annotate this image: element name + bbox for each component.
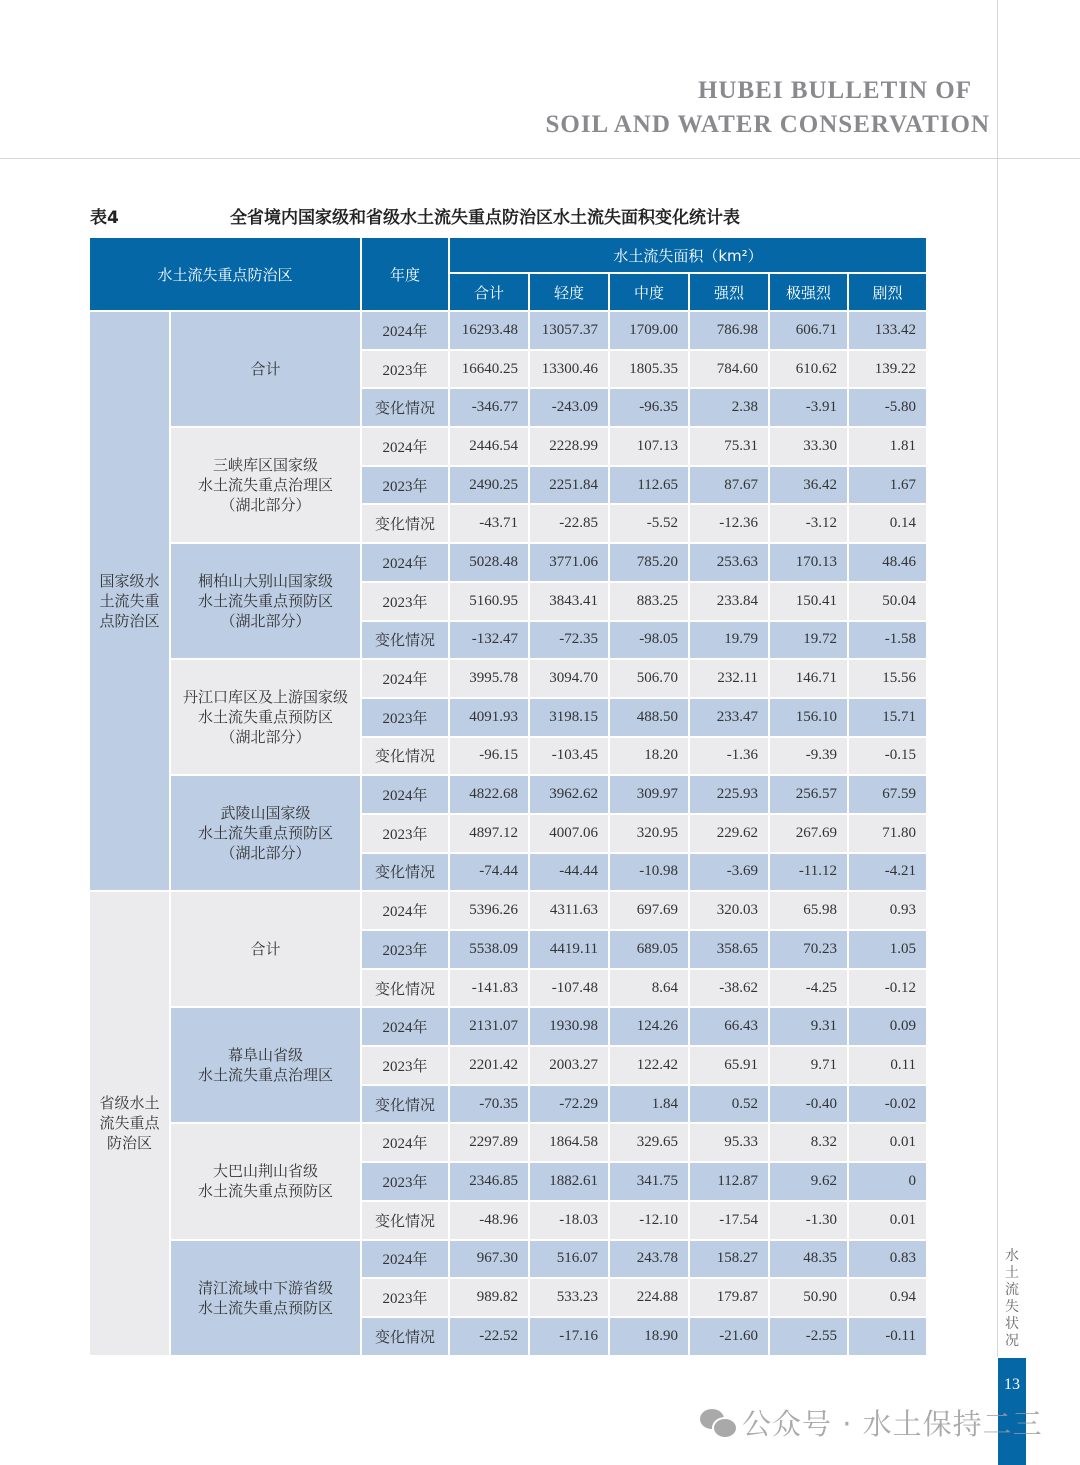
- value-cell: -72.35: [529, 621, 609, 660]
- value-cell: 71.80: [848, 814, 927, 853]
- value-cell: 4007.06: [529, 814, 609, 853]
- table-number: 表4: [90, 208, 119, 228]
- value-cell: 697.69: [609, 891, 689, 930]
- header-col-3: 强烈: [689, 273, 769, 311]
- year-cell: 2024年: [361, 775, 449, 814]
- value-cell: 883.25: [609, 582, 689, 621]
- watermark-text: 公众号 · 水土保持二三: [742, 1407, 1043, 1441]
- category-label: [170, 775, 361, 891]
- year-cell: 2024年: [361, 1240, 449, 1279]
- year-cell: 变化情况: [361, 969, 449, 1008]
- margin-vertical-rule: [997, 0, 998, 1357]
- category-label-line: 丹江口库区及上游国家级: [183, 688, 349, 707]
- category-label: [170, 543, 361, 659]
- zone-label-line: 土流失重: [99, 592, 160, 611]
- value-cell: 13057.37: [529, 311, 609, 350]
- value-cell: -72.29: [529, 1085, 609, 1124]
- value-cell: -21.60: [689, 1317, 769, 1356]
- value-cell: 9.62: [769, 1162, 848, 1201]
- header-horizontal-rule: [0, 158, 1080, 159]
- table-row: [89, 1007, 927, 1046]
- section-label-char: 流: [1005, 1282, 1019, 1298]
- value-cell: -3.69: [689, 853, 769, 892]
- value-cell: 36.42: [769, 466, 848, 505]
- value-cell: 2228.99: [529, 427, 609, 466]
- journal-header: [545, 74, 990, 142]
- year-cell: 2023年: [361, 350, 449, 389]
- value-cell: 0.94: [848, 1278, 927, 1317]
- value-cell: 320.95: [609, 814, 689, 853]
- year-cell: 2023年: [361, 1046, 449, 1085]
- value-cell: 256.57: [769, 775, 848, 814]
- statistics-table: [88, 236, 928, 1357]
- zone-label-line: 流失重点: [99, 1114, 160, 1133]
- value-cell: 48.46: [848, 543, 927, 582]
- value-cell: -5.52: [609, 504, 689, 543]
- value-cell: 225.93: [689, 775, 769, 814]
- zone-label: [89, 311, 170, 891]
- value-cell: 5396.26: [449, 891, 529, 930]
- value-cell: 4419.11: [529, 930, 609, 969]
- category-label-line: 三峡库区国家级: [213, 456, 319, 475]
- table-row: [89, 427, 927, 466]
- value-cell: 50.90: [769, 1278, 848, 1317]
- value-cell: -96.35: [609, 388, 689, 427]
- value-cell: 4311.63: [529, 891, 609, 930]
- year-cell: 2024年: [361, 427, 449, 466]
- category-label-line: 水土流失重点预防区: [198, 1182, 334, 1201]
- value-cell: 2251.84: [529, 466, 609, 505]
- year-cell: 2023年: [361, 582, 449, 621]
- value-cell: 2297.89: [449, 1123, 529, 1162]
- value-cell: -38.62: [689, 969, 769, 1008]
- value-cell: -1.58: [848, 621, 927, 660]
- value-cell: 2490.25: [449, 466, 529, 505]
- value-cell: -17.54: [689, 1201, 769, 1240]
- zone-label-line: 点防治区: [99, 612, 160, 631]
- value-cell: 16293.48: [449, 311, 529, 350]
- value-cell: 1709.00: [609, 311, 689, 350]
- value-cell: 8.64: [609, 969, 689, 1008]
- year-cell: 变化情况: [361, 1085, 449, 1124]
- year-cell: 2024年: [361, 1123, 449, 1162]
- value-cell: 19.72: [769, 621, 848, 660]
- value-cell: 4091.93: [449, 698, 529, 737]
- section-label-char: 况: [1005, 1333, 1019, 1349]
- value-cell: -43.71: [449, 504, 529, 543]
- value-cell: -107.48: [529, 969, 609, 1008]
- value-cell: 0.01: [848, 1201, 927, 1240]
- value-cell: -141.83: [449, 969, 529, 1008]
- section-label-char: 失: [1005, 1299, 1019, 1315]
- header-year: 年度: [361, 237, 449, 311]
- value-cell: 1930.98: [529, 1007, 609, 1046]
- value-cell: 112.87: [689, 1162, 769, 1201]
- value-cell: 341.75: [609, 1162, 689, 1201]
- value-cell: 516.07: [529, 1240, 609, 1279]
- section-label-char: 土: [1005, 1265, 1019, 1281]
- value-cell: 233.47: [689, 698, 769, 737]
- category-label: [170, 1123, 361, 1239]
- value-cell: 66.43: [689, 1007, 769, 1046]
- category-label: [170, 1007, 361, 1123]
- year-cell: 变化情况: [361, 1201, 449, 1240]
- category-label: [170, 891, 361, 1007]
- value-cell: 329.65: [609, 1123, 689, 1162]
- value-cell: -48.96: [449, 1201, 529, 1240]
- value-cell: 785.20: [609, 543, 689, 582]
- value-cell: 610.62: [769, 350, 848, 389]
- wechat-icon: [700, 1409, 734, 1437]
- table-row: [89, 311, 927, 350]
- value-cell: 267.69: [769, 814, 848, 853]
- value-cell: 0: [848, 1162, 927, 1201]
- value-cell: 2003.27: [529, 1046, 609, 1085]
- value-cell: 112.65: [609, 466, 689, 505]
- category-label-line: 水土流失重点预防区: [198, 592, 334, 611]
- value-cell: -11.12: [769, 853, 848, 892]
- value-cell: 107.13: [609, 427, 689, 466]
- value-cell: 146.71: [769, 659, 848, 698]
- table-title: 全省境内国家级和省级水土流失重点防治区水土流失面积变化统计表: [230, 208, 740, 228]
- value-cell: 15.56: [848, 659, 927, 698]
- year-cell: 变化情况: [361, 621, 449, 660]
- year-cell: 变化情况: [361, 1317, 449, 1356]
- value-cell: 19.79: [689, 621, 769, 660]
- year-cell: 2024年: [361, 659, 449, 698]
- value-cell: 5538.09: [449, 930, 529, 969]
- value-cell: 4897.12: [449, 814, 529, 853]
- value-cell: 229.62: [689, 814, 769, 853]
- value-cell: 1864.58: [529, 1123, 609, 1162]
- category-label-line: 水土流失重点治理区: [198, 476, 334, 495]
- value-cell: 5028.48: [449, 543, 529, 582]
- value-cell: 156.10: [769, 698, 848, 737]
- value-cell: 1.67: [848, 466, 927, 505]
- value-cell: 122.42: [609, 1046, 689, 1085]
- value-cell: 2131.07: [449, 1007, 529, 1046]
- header-col-5: 剧烈: [848, 273, 927, 311]
- category-label-line: 合计: [250, 360, 281, 379]
- section-label: [1001, 1248, 1023, 1350]
- value-cell: 1.81: [848, 427, 927, 466]
- category-label-line: （湖北部分）: [220, 496, 311, 515]
- watermark: [700, 1402, 1043, 1443]
- year-cell: 2023年: [361, 698, 449, 737]
- value-cell: -17.16: [529, 1317, 609, 1356]
- value-cell: 1805.35: [609, 350, 689, 389]
- value-cell: 139.22: [848, 350, 927, 389]
- journal-title-line1: HUBEI BULLETIN OF: [697, 77, 972, 104]
- value-cell: -243.09: [529, 388, 609, 427]
- value-cell: 3094.70: [529, 659, 609, 698]
- value-cell: 65.98: [769, 891, 848, 930]
- table-row: [89, 1123, 927, 1162]
- value-cell: -22.52: [449, 1317, 529, 1356]
- category-label-line: 水土流失重点治理区: [198, 1066, 334, 1085]
- value-cell: 243.78: [609, 1240, 689, 1279]
- header-col-4: 极强烈: [769, 273, 848, 311]
- header-col-0: 合计: [449, 273, 529, 311]
- year-cell: 2024年: [361, 311, 449, 350]
- value-cell: 13300.46: [529, 350, 609, 389]
- value-cell: 67.59: [848, 775, 927, 814]
- section-label-char: 水: [1005, 1248, 1019, 1264]
- section-label-char: 状: [1005, 1316, 1019, 1332]
- value-cell: 224.88: [609, 1278, 689, 1317]
- value-cell: 689.05: [609, 930, 689, 969]
- value-cell: -12.10: [609, 1201, 689, 1240]
- value-cell: 488.50: [609, 698, 689, 737]
- category-label-line: （湖北部分）: [220, 612, 311, 631]
- value-cell: -1.30: [769, 1201, 848, 1240]
- value-cell: 8.32: [769, 1123, 848, 1162]
- category-label: [170, 427, 361, 543]
- value-cell: -132.47: [449, 621, 529, 660]
- zone-label-line: 国家级水: [99, 572, 160, 591]
- value-cell: 3995.78: [449, 659, 529, 698]
- value-cell: 3962.62: [529, 775, 609, 814]
- header-col-2: 中度: [609, 273, 689, 311]
- value-cell: 9.31: [769, 1007, 848, 1046]
- value-cell: -0.12: [848, 969, 927, 1008]
- value-cell: 5160.95: [449, 582, 529, 621]
- header-area-group: 水土流失面积（km²）: [449, 237, 927, 273]
- value-cell: 1.84: [609, 1085, 689, 1124]
- year-cell: 变化情况: [361, 737, 449, 776]
- value-cell: 18.20: [609, 737, 689, 776]
- value-cell: 9.71: [769, 1046, 848, 1085]
- value-cell: 967.30: [449, 1240, 529, 1279]
- value-cell: -12.36: [689, 504, 769, 543]
- value-cell: 1882.61: [529, 1162, 609, 1201]
- year-cell: 2024年: [361, 1007, 449, 1046]
- category-label-line: 大巴山荆山省级: [213, 1162, 319, 1181]
- value-cell: 0.11: [848, 1046, 927, 1085]
- table-caption: [90, 203, 930, 229]
- value-cell: -4.25: [769, 969, 848, 1008]
- value-cell: -0.11: [848, 1317, 927, 1356]
- value-cell: 989.82: [449, 1278, 529, 1317]
- value-cell: -10.98: [609, 853, 689, 892]
- year-cell: 2024年: [361, 543, 449, 582]
- category-label-line: 清江流域中下游省级: [198, 1278, 334, 1297]
- year-cell: 2024年: [361, 891, 449, 930]
- category-label-line: 桐柏山大别山国家级: [198, 572, 334, 591]
- value-cell: -22.85: [529, 504, 609, 543]
- year-cell: 2023年: [361, 930, 449, 969]
- year-cell: 变化情况: [361, 388, 449, 427]
- value-cell: 606.71: [769, 311, 848, 350]
- value-cell: 2346.85: [449, 1162, 529, 1201]
- value-cell: -5.80: [848, 388, 927, 427]
- value-cell: 233.84: [689, 582, 769, 621]
- value-cell: -1.36: [689, 737, 769, 776]
- value-cell: -98.05: [609, 621, 689, 660]
- value-cell: 309.97: [609, 775, 689, 814]
- value-cell: -2.55: [769, 1317, 848, 1356]
- value-cell: 0.01: [848, 1123, 927, 1162]
- value-cell: 2201.42: [449, 1046, 529, 1085]
- value-cell: 150.41: [769, 582, 848, 621]
- category-label: [170, 311, 361, 427]
- value-cell: 0.09: [848, 1007, 927, 1046]
- year-cell: 2023年: [361, 466, 449, 505]
- value-cell: 3771.06: [529, 543, 609, 582]
- value-cell: 70.23: [769, 930, 848, 969]
- category-label-line: 幕阜山省级: [228, 1046, 304, 1065]
- value-cell: 0.14: [848, 504, 927, 543]
- value-cell: -103.45: [529, 737, 609, 776]
- value-cell: -0.40: [769, 1085, 848, 1124]
- value-cell: 50.04: [848, 582, 927, 621]
- table-row: [89, 659, 927, 698]
- value-cell: 133.42: [848, 311, 927, 350]
- value-cell: 358.65: [689, 930, 769, 969]
- value-cell: 75.31: [689, 427, 769, 466]
- value-cell: 18.90: [609, 1317, 689, 1356]
- value-cell: 0.83: [848, 1240, 927, 1279]
- value-cell: -96.15: [449, 737, 529, 776]
- table-row: [89, 543, 927, 582]
- category-label-line: 水土流失重点预防区: [198, 824, 334, 843]
- journal-title-line2: SOIL AND WATER CONSERVATION: [545, 111, 990, 138]
- value-cell: -0.02: [848, 1085, 927, 1124]
- value-cell: 48.35: [769, 1240, 848, 1279]
- value-cell: 784.60: [689, 350, 769, 389]
- category-label-line: （湖北部分）: [220, 844, 311, 863]
- table-row: [89, 1240, 927, 1279]
- header-zone: 水土流失重点防治区: [89, 237, 361, 311]
- value-cell: 124.26: [609, 1007, 689, 1046]
- value-cell: 253.63: [689, 543, 769, 582]
- value-cell: -44.44: [529, 853, 609, 892]
- value-cell: 786.98: [689, 311, 769, 350]
- category-label-line: 水土流失重点预防区: [198, 708, 334, 727]
- table-row: [89, 891, 927, 930]
- value-cell: -346.77: [449, 388, 529, 427]
- category-label: [170, 659, 361, 775]
- value-cell: 87.67: [689, 466, 769, 505]
- value-cell: -18.03: [529, 1201, 609, 1240]
- page-number: 13: [1004, 1376, 1020, 1393]
- value-cell: 65.91: [689, 1046, 769, 1085]
- category-label-line: 武陵山国家级: [220, 804, 311, 823]
- category-label-line: （湖北部分）: [220, 728, 311, 747]
- value-cell: 170.13: [769, 543, 848, 582]
- value-cell: 3843.41: [529, 582, 609, 621]
- year-cell: 变化情况: [361, 853, 449, 892]
- value-cell: -9.39: [769, 737, 848, 776]
- category-label: [170, 1240, 361, 1356]
- value-cell: 95.33: [689, 1123, 769, 1162]
- value-cell: 3198.15: [529, 698, 609, 737]
- year-cell: 变化情况: [361, 504, 449, 543]
- year-cell: 2023年: [361, 1278, 449, 1317]
- value-cell: -4.21: [848, 853, 927, 892]
- value-cell: 1.05: [848, 930, 927, 969]
- value-cell: 533.23: [529, 1278, 609, 1317]
- value-cell: 33.30: [769, 427, 848, 466]
- value-cell: 15.71: [848, 698, 927, 737]
- value-cell: 4822.68: [449, 775, 529, 814]
- zone-label-line: 防治区: [106, 1134, 152, 1153]
- zone-label-line: 省级水土: [99, 1094, 160, 1113]
- value-cell: 0.52: [689, 1085, 769, 1124]
- value-cell: 179.87: [689, 1278, 769, 1317]
- zone-label: [89, 891, 170, 1355]
- value-cell: 158.27: [689, 1240, 769, 1279]
- category-label-line: 合计: [250, 940, 281, 959]
- value-cell: -3.12: [769, 504, 848, 543]
- category-label-line: 水土流失重点预防区: [198, 1298, 334, 1317]
- value-cell: -70.35: [449, 1085, 529, 1124]
- value-cell: 232.11: [689, 659, 769, 698]
- year-cell: 2023年: [361, 814, 449, 853]
- value-cell: 0.93: [848, 891, 927, 930]
- header-col-1: 轻度: [529, 273, 609, 311]
- value-cell: 16640.25: [449, 350, 529, 389]
- value-cell: -3.91: [769, 388, 848, 427]
- year-cell: 2023年: [361, 1162, 449, 1201]
- value-cell: 2446.54: [449, 427, 529, 466]
- value-cell: 320.03: [689, 891, 769, 930]
- value-cell: -0.15: [848, 737, 927, 776]
- value-cell: 2.38: [689, 388, 769, 427]
- value-cell: -74.44: [449, 853, 529, 892]
- table-row: [89, 775, 927, 814]
- value-cell: 506.70: [609, 659, 689, 698]
